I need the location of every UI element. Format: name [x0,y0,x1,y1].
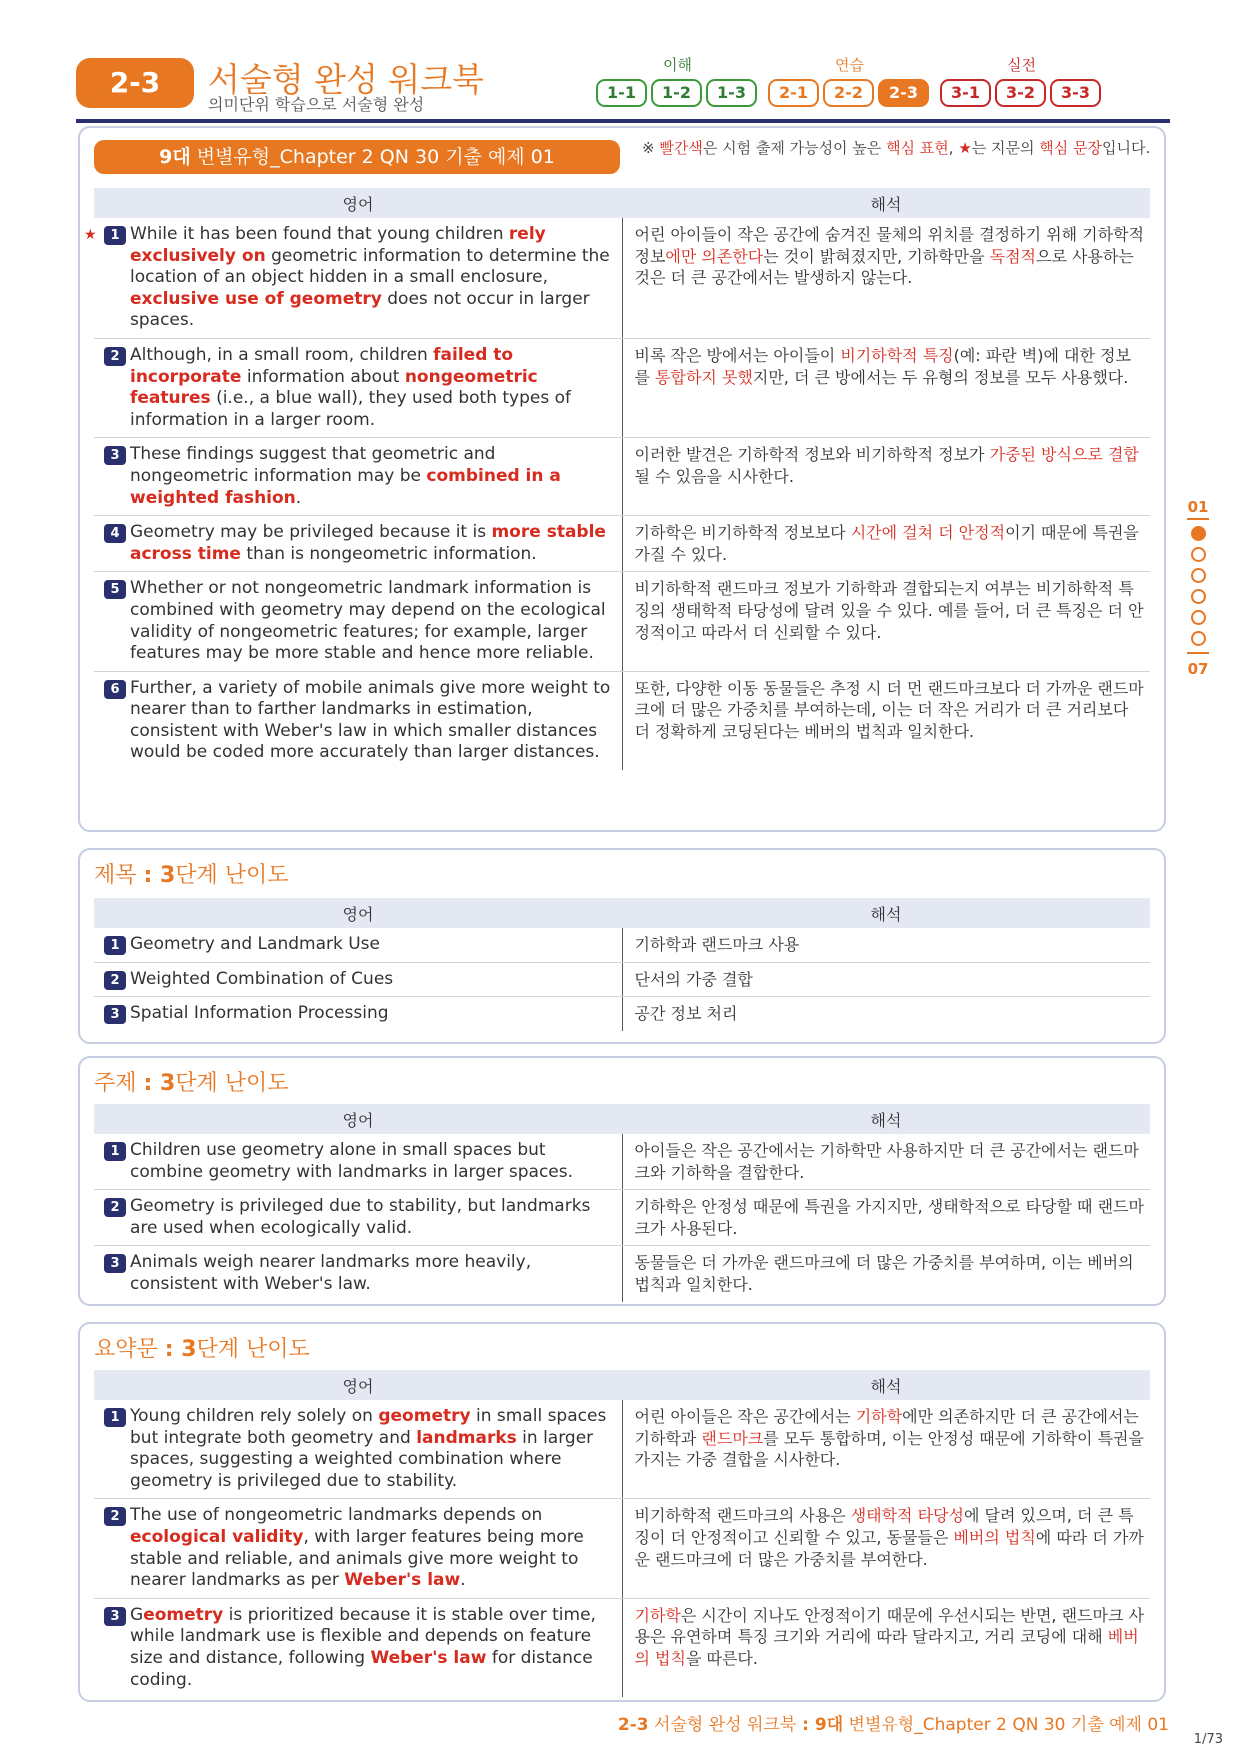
legend-note [642,138,1152,159]
korean-cell [622,1499,1150,1598]
key-expression: 베버의 법칙 [634,1627,1139,1668]
table-row [94,1190,1150,1246]
step-group-practice [768,54,931,114]
text: 는 것이 밝혀졌지만, 기하학만을 [763,246,990,266]
english-cell [94,1134,622,1190]
nav-dot[interactable] [1191,631,1206,646]
text: 에 따라 더 가까운 랜드마크에 더 많은 가중치를 부여한다. [634,1527,1144,1569]
nav-dot[interactable] [1191,547,1206,562]
column-header-korean: 해석 [622,898,1150,928]
section-label: 주제 [94,1071,137,1096]
text: 비록 작은 방에서는 아이들이 [634,345,841,365]
column-header-english: 영어 [94,1104,622,1134]
note-red: 빨간색 [659,139,703,157]
text: . [295,487,302,508]
summary-table [94,1370,1150,1697]
item-number: 3 [104,1607,126,1626]
column-header-korean: 해석 [622,1370,1150,1400]
chapter-badge-bold: 9대 [159,146,191,168]
english-cell [94,1246,622,1302]
star-icon: ★ [84,227,97,243]
footer-chapter: 변별유형_Chapter 2 QN 30 기출 예제 01 [843,1715,1169,1735]
level-text: 단계 난이도 [175,1071,289,1096]
level-number: 3 [159,1071,176,1096]
key-expression: 랜드마크 [701,1428,764,1448]
table-row [94,1134,1150,1190]
sentence-number: 2 [104,347,126,366]
key-expression: eometry [143,1604,224,1625]
key-expression: failed to incorporate [130,344,514,387]
step-button-2-3[interactable]: 2-3 [878,79,929,107]
text: than is nongeometric information. [240,543,537,564]
text: Although, in a small room, children [130,344,434,365]
text: (예: 파란 벽)에 대한 정보를 [634,345,1131,387]
key-expression: combined in a weighted fashion [130,465,561,508]
sentence-number: 3 [104,446,126,465]
key-expression: nongeometric features [130,366,538,409]
passage-panel [78,126,1166,832]
text: 될 수 있음을 시사한다. [634,466,794,486]
text: in small spaces but integrate both geometry and [130,1406,607,1448]
section-label: 요약문 [94,1337,158,1362]
text: 비기하학적 랜드마크의 사용은 [634,1506,851,1526]
text: Further, a variety of mobile animals give more weight to nearer than to farther landmarks in estimation, consistent with Weber's law in which smaller distances would be coded more accurately than larger distances. [130,677,611,763]
text: 이기 때문에 특권을 가질 수 있다. [634,523,1139,564]
side-nav-divider [1187,652,1209,654]
level-number: 3 [159,863,176,888]
korean-cell: 단서의 가중 결합 [622,962,1150,997]
text: 기하학은 비기하학적 정보보다 [634,523,851,543]
nav-dot[interactable] [1191,610,1206,625]
nav-dot[interactable] [1191,568,1206,583]
key-expression: exclusive use of geometry [130,288,382,309]
column-header-english: 영어 [94,188,622,218]
english-cell [94,1598,622,1697]
step-button-1-1[interactable]: 1-1 [596,79,647,107]
text: 에 달려 있으며, 더 큰 특징이 더 안정적이고 신뢰할 수 있고, 동물들은 [634,1506,1134,1547]
text: 이러한 발견은 기하학적 정보와 비기하학적 정보가 [634,445,990,465]
column-header-english: 영어 [94,1370,622,1400]
key-expression: 가중된 방식으로 결합 [989,445,1139,465]
text: in larger spaces, suggesting a weighted combination where geometry is privileged due to stability. [130,1427,594,1491]
column-header-korean: 해석 [622,1104,1150,1134]
korean-cell [622,516,1150,572]
key-expression: 기하학 [855,1407,903,1426]
page-footer [618,1710,1169,1735]
step-button-3-3[interactable]: 3-3 [1050,79,1101,107]
korean-cell [622,1598,1150,1697]
key-expression: 생태학적 타당성 [850,1506,964,1526]
korean-cell [622,338,1150,437]
key-expression: Weber's law [344,1570,461,1591]
title-table [94,898,1150,1031]
text: Geometry is privileged due to stability, but landmarks are used when ecologically valid. [130,1196,591,1238]
english-cell [94,1400,622,1499]
item-number: 1 [104,1142,126,1161]
text: Geometry and Landmark Use [130,934,380,954]
side-nav-end: 07 [1187,660,1209,678]
unit-badge: 2-3 [76,58,194,108]
english-cell [94,516,622,572]
note-text: , [948,139,959,157]
note-text: ※ [642,139,660,157]
key-expression: rely exclusively on [130,224,546,266]
english-cell [84,218,622,338]
table-row [94,1400,1150,1499]
table-row [94,572,1150,671]
nav-dot-active[interactable] [1191,526,1206,541]
table-row [94,997,1150,1031]
item-number: 3 [104,1254,126,1273]
section-title: 주제 : 3단계 난이도 [94,1071,289,1096]
text: 은 시간이 지나도 안정적이기 때문에 우선시되는 반면, 랜드마크 사용은 유연하며 특징 크기와 거리에 따라 달라지고, 거리 코딩에 대해 [634,1605,1144,1647]
chapter-badge [94,140,620,174]
section-label: 제목 [94,863,137,888]
table-row [94,338,1150,437]
text: 어린 아이들은 작은 공간에서는 [634,1407,856,1426]
side-nav-start: 01 [1187,498,1209,516]
text: These findings suggest that geometric and nongeometric information may be [130,444,496,486]
title-panel [78,848,1166,1044]
key-expression: ecological validity [130,1526,304,1547]
sentence-number: 4 [104,524,126,543]
key-expression: 독점적 [989,246,1036,266]
sentence-number: 1 [104,226,126,245]
passage-table [84,188,1150,770]
table-row [94,516,1150,572]
item-number: 1 [104,1408,126,1427]
item-number: 1 [104,936,126,955]
english-cell [94,997,622,1031]
text: Children use geometry alone in small spaces but combine geometry with landmarks in larger spaces. [130,1140,574,1182]
korean-cell: 아이들은 작은 공간에서는 기하학만 사용하지만 더 큰 공간에서는 랜드마크와 기하학을 결합한다. [622,1134,1150,1190]
sentence-number: 6 [104,680,126,699]
text: , with larger features being more stable and reliable, and animals give more weight to nearer landmarks as per [130,1526,584,1591]
key-expression: Weber's law [370,1647,487,1668]
item-number: 2 [104,1507,126,1526]
page-title: 서술형 완성 워크북 [208,60,485,99]
text: 비기하학적 랜드마크 정보가 기하학과 결합되는지 여부는 비기하학적 특징의 생태학적 타당성에 달려 있을 수 있다. 예를 들어, 더 큰 특징은 더 안정적이고 따라서 더 신뢰할 수 있다. [634,579,1144,642]
text: Spatial Information Processing [130,1003,389,1024]
english-cell [94,962,622,997]
step-button-2-1[interactable]: 2-1 [768,79,819,107]
item-number: 2 [104,971,126,990]
text: does not occur in larger spaces. [130,288,590,331]
table-row [94,438,1150,516]
step-group-label: 실전 [1007,56,1036,74]
footer-badge: 2-3 [617,1715,649,1735]
note-text: 은 시험 출제 가능성이 높은 [702,139,887,157]
key-expression: 에만 의존한다 [665,246,764,266]
korean-cell: 기하학과 랜드마크 사용 [622,928,1150,962]
korean-cell: 기하학은 안정성 때문에 특권을 가지지만, 생태학적으로 타당할 때 랜드마크가 사용된다. [622,1190,1150,1246]
table-row [94,1499,1150,1598]
text: 어린 아이들이 작은 공간에 숨겨진 물체의 위치를 결정하기 위해 기하학적 정보 [634,225,1144,266]
column-header-korean: 해석 [622,188,1150,218]
nav-dot[interactable] [1191,589,1206,604]
step-button-1-3[interactable]: 1-3 [706,79,757,107]
key-expression: 기하학 [634,1605,681,1625]
page-number: 1/73 [1193,1732,1223,1747]
text: information about [241,366,405,387]
english-cell [94,928,622,962]
text: (i.e., a blue wall), they used both types of information in a larger room. [130,388,571,430]
note-text: 는 지문의 [971,139,1040,157]
text: Animals weigh nearer landmarks more heavily, consistent with Weber's law. [130,1252,532,1294]
korean-cell: 동물들은 더 가까운 랜드마크에 더 많은 가중치를 부여하며, 이는 베버의 법칙과 일치한다. [634,1253,1134,1294]
item-number: 3 [104,1005,126,1024]
step-button-1-2[interactable]: 1-2 [651,79,702,107]
chapter-badge-text: 변별유형_Chapter 2 QN 30 기출 예제 01 [190,146,555,168]
footer-sep: : [796,1715,815,1735]
text: While it has been found that young children [130,224,509,244]
korean-cell [622,572,1150,671]
text: 을 따른다. [685,1648,758,1668]
text: G [130,1604,144,1625]
text: 또한, 다양한 이동 동물들은 추정 시 더 먼 랜드마크보다 더 가까운 랜드마크에 더 많은 가중치를 부여하는데, 이는 더 작은 거리가 더 큰 거리보다 더 정확하게 코딩된다는 베버의 법칙과 일치한다. [634,678,1144,741]
korean-cell: 공간 정보 처리 [634,1004,738,1024]
text: Young children rely solely on [130,1406,379,1426]
text: geometric information to determine the location of an object hidden in a small enclosure, [130,245,610,288]
page-subtitle: 의미단위 학습으로 서술형 완성 [208,95,425,114]
text: 를 모두 통합하며, 이는 안정성 때문에 기하학이 특권을 가지는 가중 결합을 시사한다. [634,1428,1144,1470]
summary-panel [78,1322,1166,1702]
text: 에만 의존하지만 더 큰 공간에서는 기하학과 [634,1407,1139,1448]
text: is prioritized because it is stable over time, while landmark use is flexible and depends on feature size and distance, following [130,1604,596,1668]
sentence-number: 5 [104,580,126,599]
step-group-understand [596,54,759,114]
step-button-3-1[interactable]: 3-1 [940,79,991,107]
theme-table [94,1104,1150,1302]
item-number: 2 [104,1198,126,1217]
table-row [94,928,1150,962]
text: 지만, 더 큰 방에서는 두 유형의 정보를 모두 사용했다. [752,367,1129,387]
table-row [94,218,1150,338]
table-row [94,962,1150,997]
table-row [94,671,1150,770]
table-row [94,1598,1150,1697]
text: The use of nongeometric landmarks depends on [130,1505,543,1526]
korean-cell [622,1400,1150,1499]
footer-title: 서술형 완성 워크북 [648,1715,797,1735]
footer-chapter-bold: 9대 [814,1715,844,1735]
english-cell [94,1190,622,1246]
text: Weighted Combination of Cues [130,968,394,989]
english-cell [94,1499,622,1598]
step-button-3-2[interactable]: 3-2 [995,79,1046,107]
section-title: 요약문 : 3단계 난이도 [94,1337,310,1362]
level-text: 단계 난이도 [175,863,289,888]
step-button-2-2[interactable]: 2-2 [823,79,874,107]
step-group-label: 이해 [663,56,692,74]
side-navigation [1183,498,1213,678]
level-text: 단계 난이도 [196,1337,310,1362]
text: . [460,1570,466,1591]
key-expression: more stable across time [130,522,606,564]
korean-cell [622,218,1150,338]
english-cell [94,438,622,516]
step-group-real [940,54,1103,114]
korean-cell [622,438,1150,516]
english-cell [94,572,622,671]
key-expression: 비기하학적 특징 [840,345,954,365]
key-expression: 시간에 걸쳐 더 안정적 [850,523,1006,543]
key-expression: landmarks [416,1427,517,1448]
text: Geometry may be privileged because it is [130,522,492,543]
section-title: 제목 : 3단계 난이도 [94,863,289,888]
text: 으로 사용하는 것은 더 큰 공간에서는 발생하지 않는다. [634,246,1134,288]
text: for distance coding. [130,1647,593,1690]
korean-cell [622,671,1150,770]
side-nav-divider [1187,518,1209,520]
note-red: 핵심 표현 [886,139,949,157]
page-header [76,54,1170,126]
table-row [94,1246,1150,1302]
step-group-label: 연습 [835,56,864,74]
theme-panel [78,1056,1166,1306]
english-cell [94,338,622,437]
note-red: 핵심 문장 [1039,139,1103,157]
key-expression: geometry [378,1406,471,1426]
key-expression: 통합하지 못했 [655,367,753,387]
note-text: 입니다. [1102,139,1151,157]
key-expression: 베버의 법칙 [953,1527,1036,1547]
column-header-english: 영어 [94,898,622,928]
level-number: 3 [181,1337,197,1362]
header-divider [76,119,1170,123]
english-cell [94,671,622,770]
star-icon: ★ [958,139,972,157]
text: Whether or not nongeometric landmark information is combined with geometry may depend on the ecological validity of nongeometric features; for example, larger features may be more stable and hence more reliable. [130,578,606,664]
